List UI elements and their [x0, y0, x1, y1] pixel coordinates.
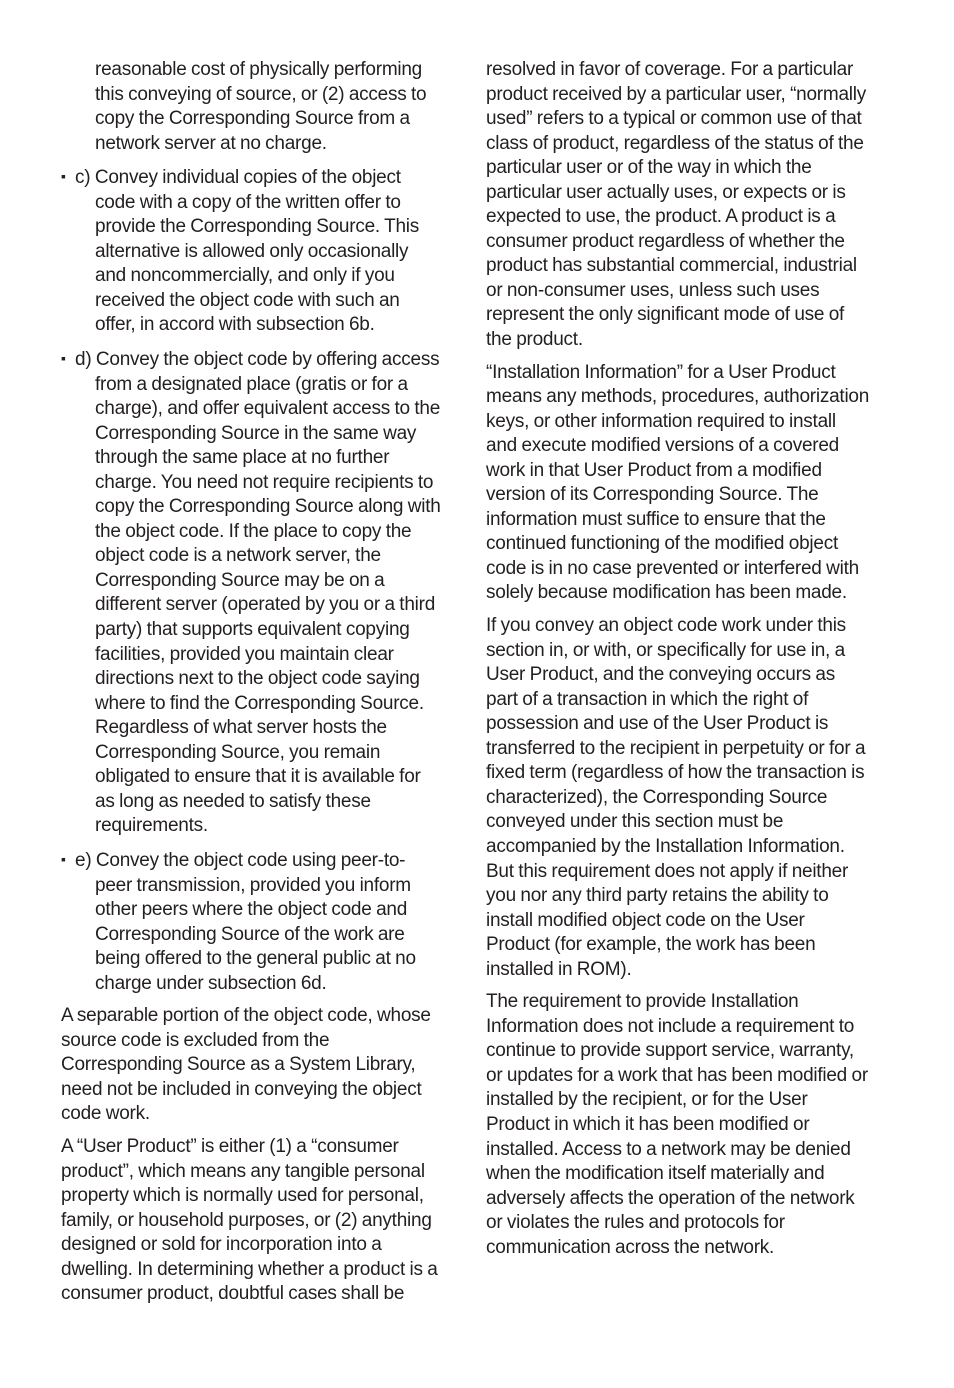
list-item-text: e) Convey the object code using peer-to-peer transmission, provided you inform other peers where the object code and Corresponding Source of the work are being offered to the general public at no charge under subsection 6d.: [75, 849, 416, 994]
list-item-e: [61, 847, 441, 996]
user-product-paragraph: A “User Product” is either (1) a “consumer product”, which means any tangible personal property which is normally used for personal, family, or household purposes, or (2) anything designed or sold for incorporation into a dwelling. In determining whether a product is a consumer product, doubtful cases shall be: [61, 1135, 438, 1305]
list-item-text: d) Convey the object code by offering access from a designated place (gratis or for a charge), and offer equivalent access to the Corresponding Source in the same way through the same place at no further charge. You need not require recipients to copy the Corresponding Source along with the object code. If the place to copy the object code is a network server, the Corresponding Source may be on a different server (operated by you or a third party) that supports equivalent copying facilities, provided you maintain clear directions next to the object code saying where to find the Corresponding Source. Regardless of what server hosts the Corresponding Source, you remain obligated to ensure that it is available for as long as needed to satisfy these requirements.: [75, 349, 441, 837]
continued-paragraph: reasonable cost of physically performing this conveying of source, or (2) access to copy the Corresponding Source from a network server at no charge.: [95, 59, 427, 154]
list-item-text: c) Convey individual copies of the object code with a copy of the written offer to provide the Corresponding Source. This alternative is allowed only occasionally and noncommercially, and only if you received the object code with such an offer, in accord with subsection 6b.: [75, 167, 420, 336]
installation-information-paragraph: “Installation Information” for a User Product means any methods, procedures, authorization keys, or other information required to install and execute modified versions of a covered work in that User Product from a modified version of its Corresponding Source. The information must suffice to ensure that the continued functioning of the modified object code is in no case prevented or interfered with solely because modification has been made.: [486, 361, 870, 604]
support-requirement-paragraph: The requirement to provide Installation Information does not include a requirement to continue to provide support service, warranty, or updates for a work that has been modified or installed by the recipient, or for the User Product in which it has been modified or installed. Access to a network may be denied when the modification itself materially and adversely affects the operation of the network or violates the rules and protocols for communication across the network.: [486, 991, 868, 1258]
list-item-c: [61, 164, 441, 338]
square-bullet-icon: ▪: [61, 350, 66, 367]
left-column: [61, 58, 441, 1315]
square-bullet-icon: ▪: [61, 168, 66, 185]
coverage-paragraph: resolved in favor of coverage. For a particular product received by a particular user, “normally used” refers to a typical or common use of that class of product, regardless of the status of the particular user or of the way in which the particular user actually uses, or expects or is expected to use, the product. A product is a consumer product regardless of whether the product has substantial commercial, industrial or non-consumer uses, unless such uses represent the only significant mode of use of the product.: [486, 59, 866, 351]
system-library-paragraph: A separable portion of the object code, whose source code is excluded from the Corresponding Source as a System Library, need not be included in conveying the object code work.: [61, 1005, 431, 1125]
right-column: [486, 58, 870, 1268]
conveying-paragraph: If you convey an object code work under this section in, or with, or specifically for use in, a User Product, and the conveying occurs as part of a transaction in which the right of possession and use of the User Product is transferred to the recipient in perpetuity or for a fixed term (regardless of how the transaction is characterized), the Corresponding Source conveyed under this section must be accompanied by the Installation Information. But this requirement does not apply if neither you nor any third party retains the ability to install modified object code on the User Product (for example, the work has been installed in ROM).: [486, 615, 866, 980]
list-item-d: [61, 346, 441, 839]
square-bullet-icon: ▪: [61, 850, 66, 867]
